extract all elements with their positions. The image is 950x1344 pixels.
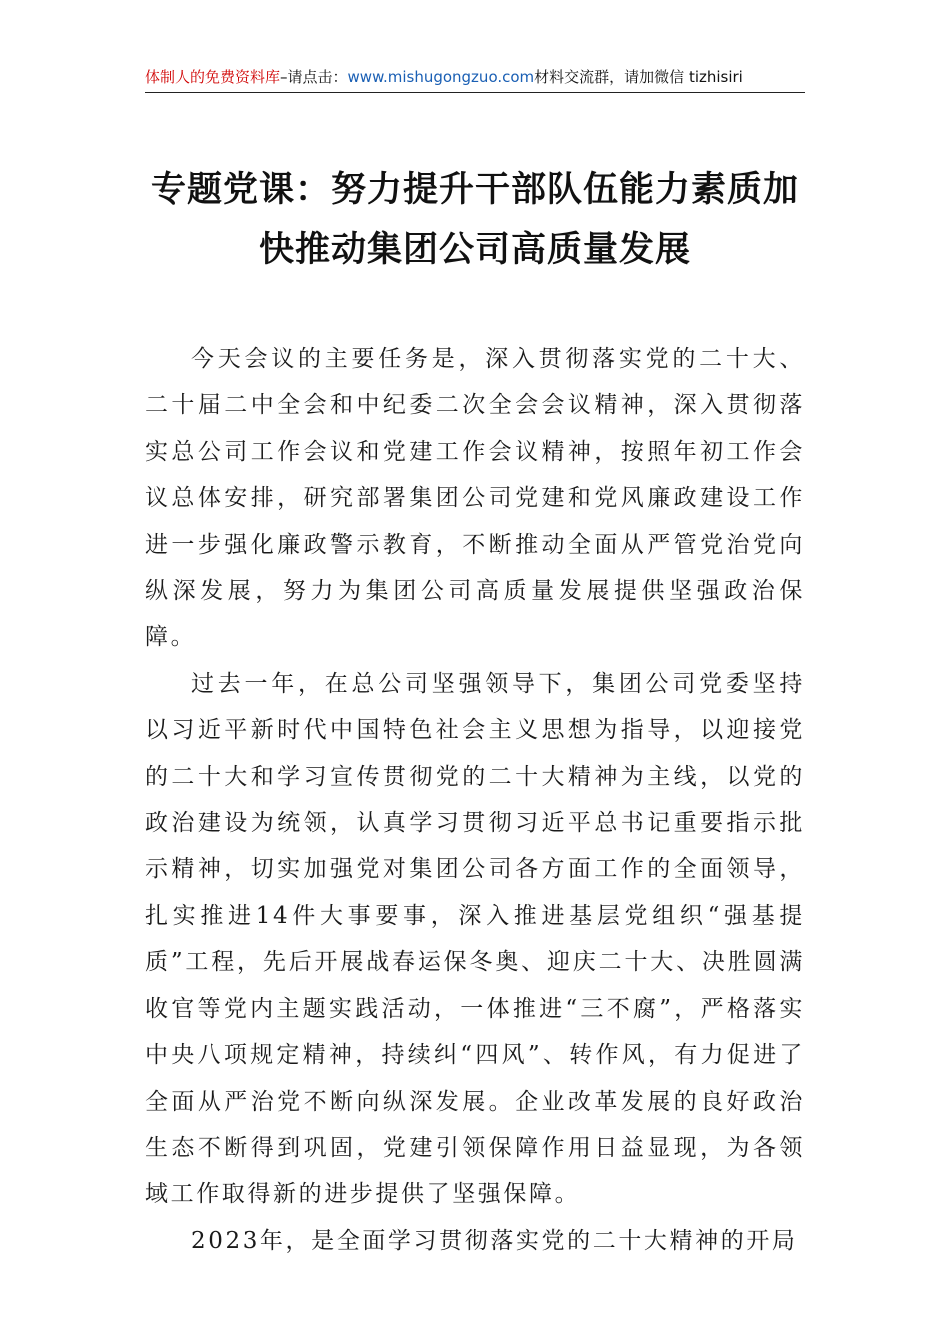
header-url-link[interactable]: www.mishugongzuo.com <box>347 68 535 86</box>
document-body <box>145 336 805 1264</box>
header-site-name: 体制人的免费资料库 <box>145 68 281 86</box>
paragraph-3: 2023年，是全面学习贯彻落实党的二十大精神的开局 <box>191 1227 798 1254</box>
page-header <box>145 64 805 93</box>
header-prompt: –请点击： <box>280 68 348 86</box>
header-note: 材料交流群，请加微信 tizhisiri <box>534 68 743 86</box>
title-line-1: 专题党课：努力提升干部队伍能力素质加 <box>150 169 799 210</box>
paragraph-2: 过去一年，在总公司坚强领导下，集团公司党委坚持以习近平新时代中国特色社会主义思想为指导，以迎接党的二十大和学习宣传贯彻党的二十大精神为主线，以党的政治建设为统领，认真学习贯彻习近平总书记重要指示批示精神，切实加强党对集团公司各方面工作的全面领导，扎实推进14件大事要事，深入推进基层党组织“强基提质”工程，先后开展战春运保冬奥、迎庆二十大、决胜圆满收官等党内主题实践活动，一体推进“三不腐”，严格落实中央八项规定精神，持续纠“四风”、转作风，有力促进了全面从严治党不断向纵深发展。企业改革发展的良好政治生态不断得到巩固，党建引领保障作用日益显现，为各领域工作取得新的进步提供了坚强保障。 <box>145 670 805 1208</box>
title-line-2: 快推动集团公司高质量发展 <box>258 229 691 270</box>
document-title <box>130 160 820 280</box>
paragraph-1: 今天会议的主要任务是，深入贯彻落实党的二十大、二十届二中全会和中纪委二次全会会议精神，深入贯彻落实总公司工作会议和党建工作会议精神，按照年初工作会议总体安排，研究部署集团公司党建和党风廉政建设工作进一步强化廉政警示教育，不断推动全面从严管党治党向纵深发展，努力为集团公司高质量发展提供坚强政治保障。 <box>145 346 805 651</box>
